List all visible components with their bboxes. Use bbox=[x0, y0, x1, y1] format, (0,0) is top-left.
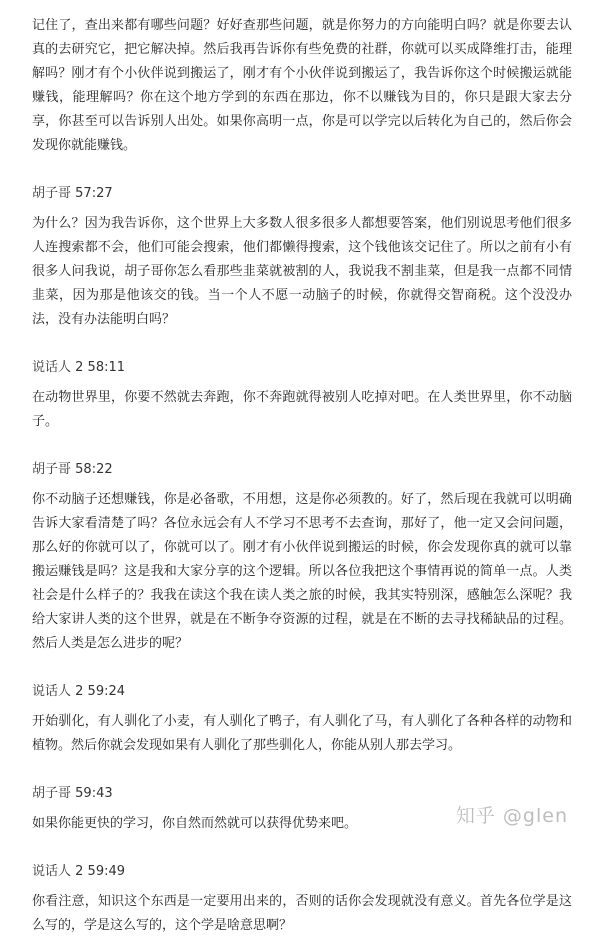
speaker-header bbox=[32, 358, 572, 378]
utterance-text: 如果你能更快的学习，你自然而然就可以获得优势来吧。 bbox=[32, 816, 358, 831]
utterance-text: 你不动脑子还想赚钱，你是必备歌，不用想，这是你必须教的。好了，然后现在我就可以明确告诉大家看清楚了吗？各位永远会有人不学习不思考不去查询，那好了，他一定又会问问题，那么好的你就可以了，你就可以了。刚才有小伙伴说到搬运的时候，你会发现你真的就可以靠搬运赚钱是吗？这是我和大家分享的这个逻辑。所以各位我把这个事情再说的简单一点。人类社会是什么样子的？我我在读这个我在读人类之旅的时候，我其实特别深，感触怎么深呢？我给大家讲人类的这个世界，就是在不断争夺资源的过程，就是在不断的去寻找稀缺品的过程。然后人类是怎么进步的呢？ bbox=[32, 492, 572, 651]
speaker-name: 说话人 2 bbox=[32, 360, 84, 375]
timestamp: 58:22 bbox=[75, 462, 113, 477]
utterance-text: 开始驯化，有人驯化了小麦，有人驯化了鸭子，有人驯化了马，有人驯化了各种各样的动物和植物。然后你就会发现如果有人驯化了那些驯化人，你能从别人那去学习。 bbox=[32, 714, 572, 753]
timestamp: 59:49 bbox=[87, 864, 126, 879]
utterance-text: 为什么？因为我告诉你，这个世界上大多数人很多很多人都想要答案，他们别说思考他们很多人连搜索都不会，他们可能会搜索，他们都懒得搜索，这个钱他该交记住了。所以之前有小有很多人问我说，胡子哥你怎么看那些韭菜就被割的人，我说我不割韭菜，但是我一点都不同情韭菜，因为那是他该交的钱。当一个人不愿一动脑子的时候，你就得交智商税。这个没没办法，没有办法能明白吗？ bbox=[32, 216, 572, 327]
transcript-block bbox=[32, 358, 572, 434]
transcript-block bbox=[32, 460, 572, 656]
timestamp: 57:27 bbox=[75, 186, 113, 201]
speaker-header bbox=[32, 682, 572, 702]
utterance-text: 记住了，查出来都有哪些问题？好好查那些问题，就是你努力的方向能明白吗？就是你要去认真的去研究它，把它解决掉。然后我再告诉你有些免费的社群，你就可以买成降维打击，能理解吗？刚才有个小伙伴说到搬运了，刚才有个小伙伴说到搬运了，我告诉你这个时候搬运就能赚钱，能理解吗？你在这个地方学到的东西在那边，你不以赚钱为目的，你只是跟大家去分享，你甚至可以告诉别人出处。如果你高明一点，你是可以学完以后转化为自己的，然后你会发现你就能赚钱。 bbox=[32, 18, 572, 153]
transcript-block bbox=[32, 184, 572, 332]
speaker-name: 说话人 2 bbox=[32, 864, 84, 879]
speaker-header bbox=[32, 184, 572, 204]
speaker-name: 胡子哥 bbox=[32, 462, 72, 477]
transcript-block bbox=[32, 862, 572, 938]
speaker-header bbox=[32, 460, 572, 480]
timestamp: 58:11 bbox=[87, 360, 126, 375]
utterance-text: 在动物世界里，你要不然就去奔跑，你不奔跑就得被别人吃掉对吧。在人类世界里，你不动脑子。 bbox=[32, 390, 572, 429]
timestamp: 59:43 bbox=[75, 786, 113, 801]
speaker-name: 说话人 2 bbox=[32, 684, 84, 699]
timestamp: 59:24 bbox=[87, 684, 126, 699]
speaker-name: 胡子哥 bbox=[32, 786, 72, 801]
speaker-name: 胡子哥 bbox=[32, 186, 72, 201]
transcript-block bbox=[32, 682, 572, 758]
watermark: 知乎 @glen bbox=[455, 805, 568, 827]
utterance-text: 你看注意，知识这个东西是一定要用出来的，否则的话你会发现就没有意义。首先各位学是这么写的，学是这么写的，这个学是啥意思啊？ bbox=[32, 894, 572, 933]
transcript-block bbox=[32, 14, 572, 158]
transcript bbox=[32, 14, 572, 938]
speaker-header bbox=[32, 862, 572, 882]
